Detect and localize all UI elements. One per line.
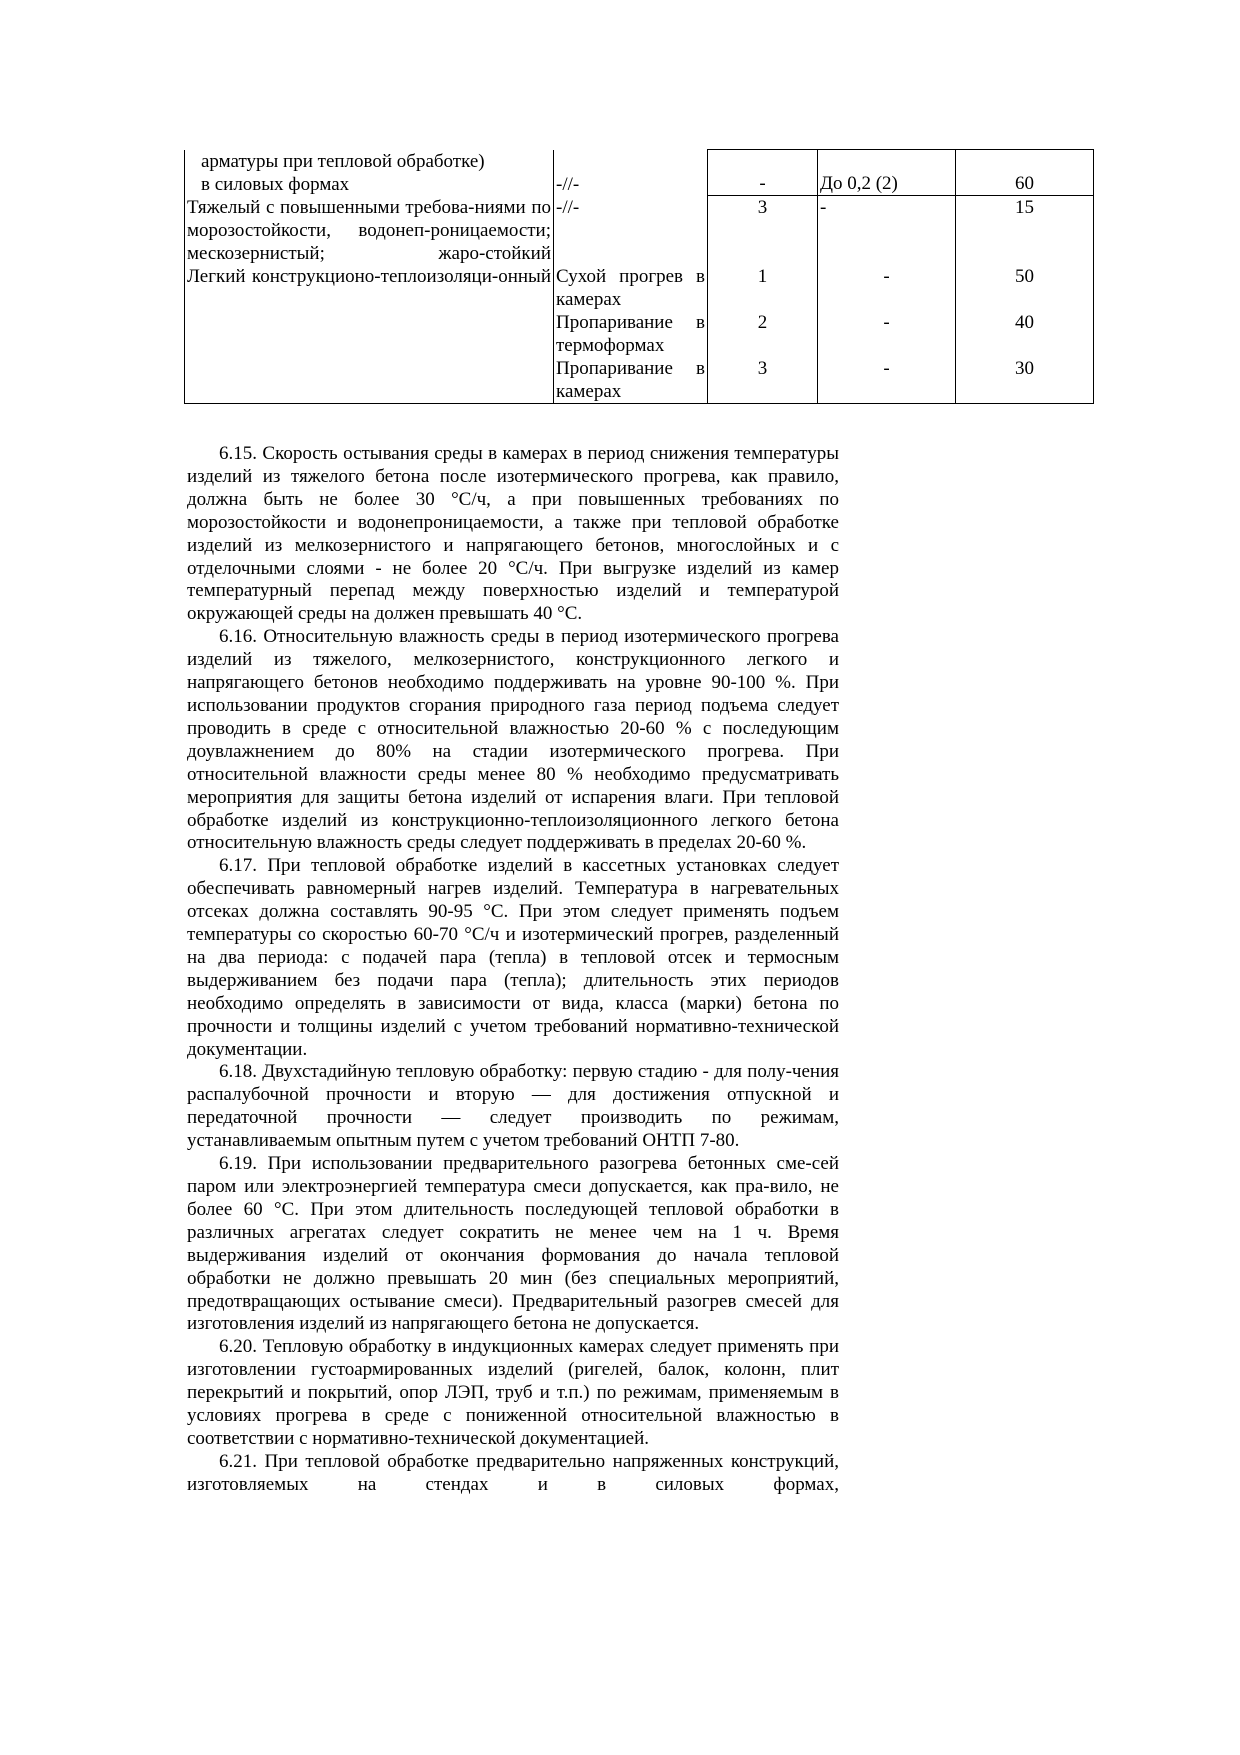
- table-cell-text: в силовых формах: [201, 173, 350, 195]
- paragraph-6-16: 6.16. Относительную влажность среды в период изотермического прогрева изделий из тяжелого, мелкозернистого, конструкционного легкого и напрягающего бетонов необходимо поддерживать на уровне 90-100 %. При использовании продуктов сгорания природного газа период подъема следует проводить в среде с относительной влажностью 20-60 % с последующим доувлажнением до 80% на стадии изотермического прогрева. При относительной влажности среды менее 80 % необходимо предусматривать мероприятия для защиты бетона изделий от испарения влаги. При тепловой обработке изделий из конструкционно-теплоизоляционного легкого бетона относительную влажность среды следует поддерживать в пределах 20-60 %.: [187, 626, 839, 854]
- table-cell-text: арматуры при тепловой обработке): [201, 150, 485, 172]
- table-cell-value: -: [818, 265, 956, 311]
- table-cell-value: -: [818, 357, 956, 404]
- paragraph-6-19: 6.19. При использовании предварительного разогрева бетонных сме-сей паром или электроэнергией температура смеси допускается, как пра-вило, не более 60 °С. При этом длительность последующей тепловой обработки в различных агрегатах следует сократить не менее чем на 1 ч. Время выдерживания изделий от окончания формования до начала тепловой обработки не должно превышать 20 мин (без специальных мероприятий, предотвращающих остывание смеси). Предварительный разогрев смесей для изготовления изделий из напрягающего бетона не допускается.: [187, 1153, 839, 1335]
- paragraph-6-21: 6.21. При тепловой обработке предварительно напряженных конструкций, изготовляемых на стендах и в силовых формах,: [187, 1450, 839, 1495]
- table-cell-value: 30: [956, 357, 1094, 404]
- table-row: [185, 357, 1094, 404]
- table-cell-value: До 0,2 (2): [818, 150, 956, 196]
- table-cell-mode: -//-: [554, 150, 708, 196]
- table-row: [185, 265, 1094, 311]
- paragraph-6-20: 6.20. Тепловую обработку в индукционных камерах следует применять при изготовлении густоармированных изделий (ригелей, балок, колонн, плит перекрытий и покрытий, опор ЛЭП, труб и т.п.) по режимам, применяемым в условиях прогрева в среде с пониженной относительной влажностью в соответствии с нормативно-технической документацией.: [187, 1336, 839, 1449]
- paragraph-6-18: 6.18. Двухстадийную тепловую обработку: первую стадию - для полу-чения распалубочной прочности и вторую — для достижения отпускной и передаточной прочности — следует производить по режимам, устанавливаемым опытным путем с учетом требований ОНТП 7-80.: [187, 1061, 839, 1152]
- table-cell-value: -: [708, 150, 818, 196]
- table-cell-value: -: [818, 196, 956, 265]
- table-row: [185, 311, 1094, 357]
- table-cell-concrete-type: Легкий конструкционо-теплоизоляци-онный: [185, 265, 554, 311]
- table-cell-value: -: [818, 311, 956, 357]
- table-cell-mode: Пропаривание в термоформах: [554, 311, 708, 357]
- table-cell-value: 60: [956, 150, 1094, 196]
- table-cell-concrete-type: Тяжелый с повышенными требова-ниями по морозостойкости, водонеп-роницаемости; мескозернистый; жаро-стойкий: [185, 196, 554, 265]
- table-cell-value: 40: [956, 311, 1094, 357]
- body-text: [187, 443, 839, 1497]
- table-cell-value: 3: [708, 196, 818, 265]
- table-row: [185, 150, 1094, 196]
- table-cell-value: 50: [956, 265, 1094, 311]
- table-cell-value: 2: [708, 311, 818, 357]
- table-cell-empty: [185, 357, 554, 404]
- table-cell-mode: Пропаривание в камерах: [554, 357, 708, 404]
- table-cell-value: 1: [708, 265, 818, 311]
- table-cell-concrete-type: [185, 150, 554, 196]
- table-cell-mode: Сухой прогрев в камерах: [554, 265, 708, 311]
- paragraph-6-15: 6.15. Скорость остывания среды в камерах в период снижения температуры изделий из тяжелого бетона после изотермического прогрева, как правило, должна быть не более 30 °С/ч, а при повышенных требованиях по морозостойкости и водонепроницаемости, а также при тепловой обработке изделий из мелкозернистого и напрягающего бетонов, многослойных и с отделочными слоями - не более 20 °С/ч. При выгрузке изделий из камер температурный перепад между поверхностью изделий и температурой окружающей среды на должен превышать 40 °С.: [187, 443, 839, 625]
- paragraph-6-17: 6.17. При тепловой обработке изделий в кассетных установках следует обеспечивать равномерный нагрев изделий. Температура в нагревательных отсеках должна составлять 90-95 °С. При этом следует применять подъем температуры со скоростью 60-70 °С/ч и изотермический прогрев, разделенный на два периода: с подачей пара (тепла) в тепловой отсек и термосным выдерживанием без подачи пара (тепла); длительность этих периодов необходимо определять в зависимости от вида, класса (марки) бетона по прочности и толщины изделий с учетом требований нормативно-технической документации.: [187, 855, 839, 1060]
- table-cell-value: 3: [708, 357, 818, 404]
- curing-regime-table: [184, 149, 1094, 404]
- table-cell-mode: -//-: [554, 196, 708, 265]
- table-cell-value: 15: [956, 196, 1094, 265]
- table-row: [185, 196, 1094, 265]
- table-cell-empty: [185, 311, 554, 357]
